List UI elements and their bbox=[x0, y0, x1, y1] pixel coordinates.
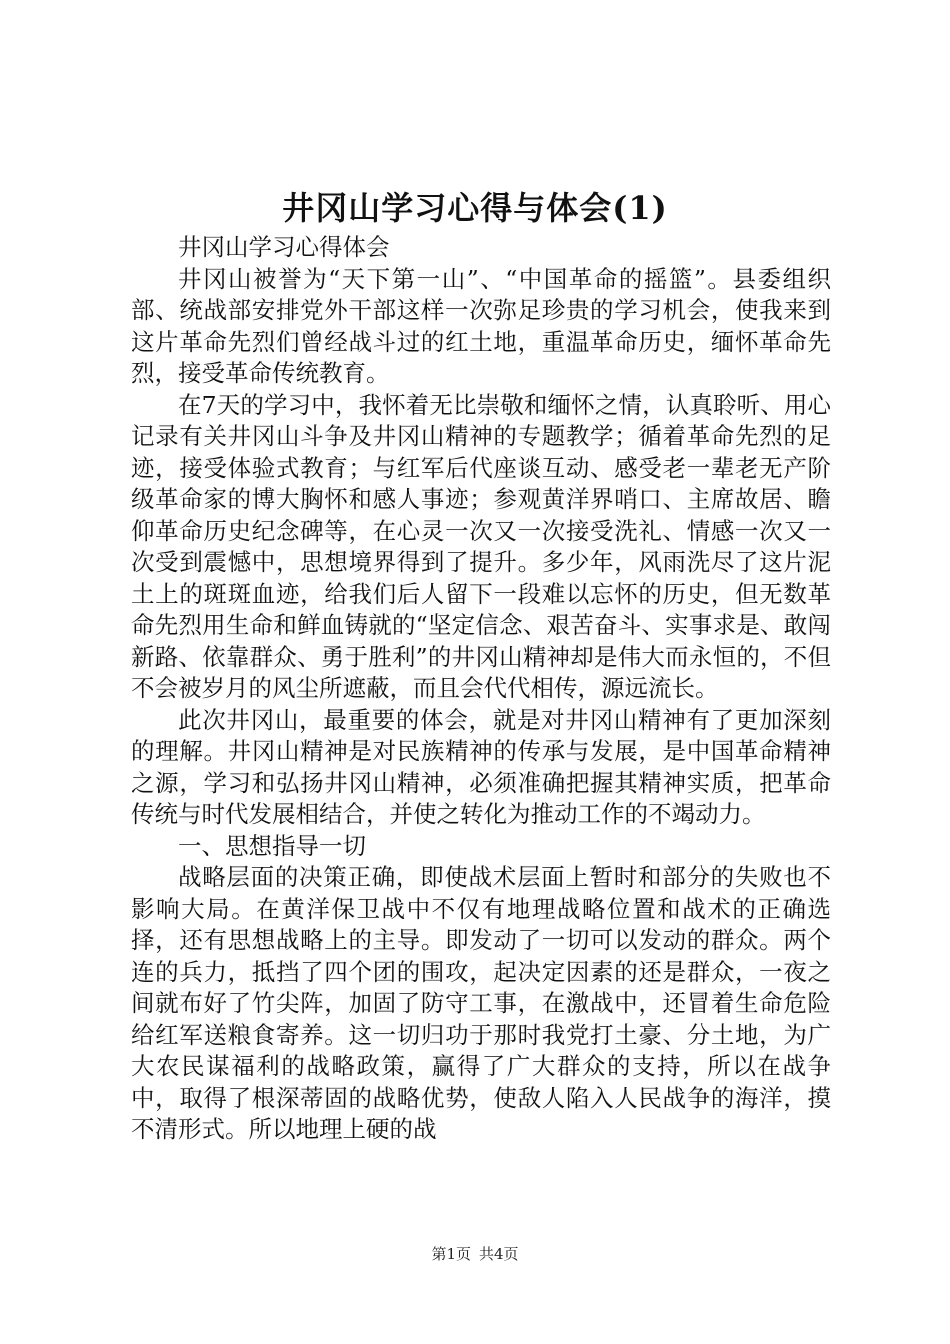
section-heading: 一、思想指导一切 bbox=[178, 831, 366, 860]
paragraph-experience: 此次井冈山，最重要的体会，就是对井冈山精神有了更加深刻的理解。井冈山精神是对民族精神的传承与发展，是中国革命精神之源，学习和弘扬井冈山精神，必须准确把握其精神实质，把革命传统与时代发展相结合，并使之转化为推动工作的不竭动力。 bbox=[131, 705, 831, 828]
paragraph-subtitle: 井冈山学习心得体会 bbox=[178, 233, 390, 261]
paragraph-intro: 井冈山被誉为“天下第一山”、“中国革命的摇篮”。县委组织部、统战部安排党外干部这样一次弥足珍贵的学习机会，使我来到这片革命先烈们曾经战斗过的红土地，重温革命历史，缅怀革命先烈，接受革命传统教育。 bbox=[131, 264, 831, 387]
page-footer bbox=[0, 1244, 950, 1264]
paragraph-study: 在7天的学习中，我怀着无比崇敬和缅怀之情，认真聆听、用心记录有关井冈山斗争及井冈山精神的专题教学；循着革命先烈的足迹，接受体验式教育；与红军后代座谈互动、感受老一辈老无产阶级革命家的博大胸怀和感人事迹；参观黄洋界哨口、主席故居、瞻仰革命历史纪念碑等，在心灵一次又一次接受洗礼、情感一次又一次受到震憾中，思想境界得到了提升。多少年，风雨洗尽了这片泥土上的斑斑血迹，给我们后人留下一段难以忘怀的历史，但无数革命先烈用生命和鲜血铸就的“坚定信念、艰苦奋斗、实事求是、敢闯新路、依靠群众、勇于胜利”的井冈山精神却是伟大而永恒的，不但不会被岁月的风尘所遮蔽，而且会代代相传，源远流长。 bbox=[131, 390, 831, 702]
page-total: 共4页 bbox=[479, 1245, 519, 1263]
page-number: 第1页 bbox=[431, 1245, 471, 1263]
document-title: 井冈山学习心得与体会(1) bbox=[282, 189, 668, 227]
document-body bbox=[131, 232, 831, 1146]
paragraph-strategy: 战略层面的决策正确，即使战术层面上暂时和部分的失败也不影响大局。在黄洋保卫战中不仅有地理战略位置和战术的正确选择，还有思想战略上的主导。即发动了一切可以发动的群众。两个连的兵力，抵挡了四个团的围攻，起决定因素的还是群众，一夜之间就布好了竹尖阵，加固了防守工事，在激战中，还冒着生命危险给红军送粮食寄养。这一切归功于那时我党打土豪、分土地，为广大农民谋福利的战略政策，赢得了广大群众的支持，所以在战争中，取得了根深蒂固的战略优势，使敌人陷入人民战争的海洋，摸不清形式。所以地理上硬的战 bbox=[131, 863, 831, 1143]
